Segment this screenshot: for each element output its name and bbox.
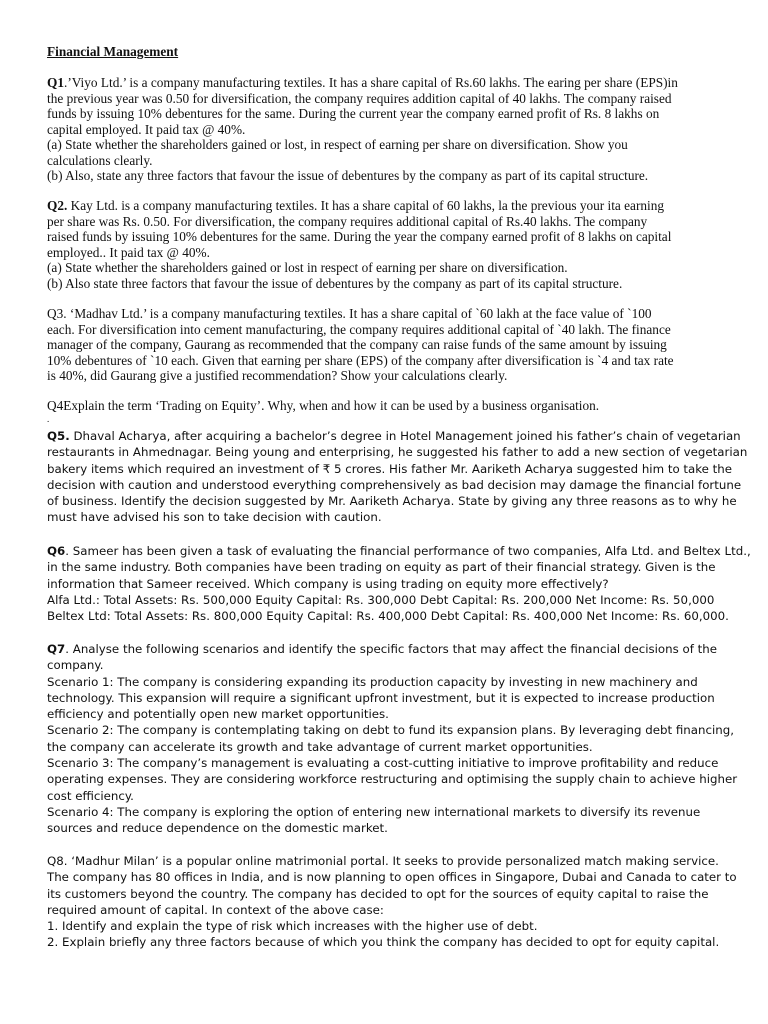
- q1-line-6: calculations clearly.: [47, 152, 153, 168]
- question-8: [47, 853, 737, 951]
- q7-line-12: sources and reduce dependence on the domestic market.: [47, 821, 388, 836]
- q7-line-3: Scenario 1: The company is considering expanding its production capacity by investing in new machinery and: [47, 674, 698, 689]
- q7-line-2: company.: [47, 658, 104, 673]
- q2-line-1-text: Kay Ltd. is a company manufacturing textiles. It has a share capital of 60 lakhs, la the previous your ita earning: [67, 198, 665, 213]
- q8-line-3: its customers beyond the country. The company has decided to opt for the sources of equity capital to raise the: [47, 886, 709, 901]
- q5-line-5: of business. Identify the decision suggested by Mr. Aariketh Acharya. State by giving any three reasons as to why he: [47, 494, 737, 509]
- q6-line-5: Beltex Ltd: Total Assets: Rs. 800,000 Equity Capital: Rs. 400,000 Debt Capital: Rs. 400,000 Net Income: Rs. 60,000.: [47, 609, 729, 624]
- q5-line-2: restaurants in Ahmednagar. Being young and enterprising, he suggested his father to add a new section of vegetarian: [47, 445, 748, 460]
- q2-line-4: employed.. It paid tax @ 40%.: [47, 244, 210, 260]
- q1-line-5: (a) State whether the shareholders gained or lost, in respect of earning per share on diversification. Show you: [47, 137, 628, 152]
- title-text: Financial Management: [47, 44, 179, 59]
- q5-line-3: bakery items which required an investment of ₹ 5 crores. His father Mr. Aariketh Acharya suggested him to take the: [47, 461, 733, 476]
- q1-line-2: the previous year was 0.50 for diversification, the company requires addition capital of 40 lakhs. The company raised: [47, 90, 672, 106]
- q8-line-5: 1. Identify and explain the type of risk which increases with the higher use of debt.: [47, 919, 538, 934]
- q5-label: Q5.: [47, 429, 70, 443]
- q5-line-4: decision with caution and understood everything comprehensively as bad decision may damage the financial fortune: [47, 477, 742, 492]
- q8-line-2: The company has 80 offices in India, and is now planning to open offices in Singapore, Dubai and Canada to cater to: [47, 870, 737, 885]
- q2-line-6: (b) Also state three factors that favour the issue of debentures by the company as part of its capital structure.: [47, 275, 623, 291]
- q5-line-1-text: Dhaval Acharya, after acquiring a bachelor’s degree in Hotel Management joined his father’s chain of vegetarian: [69, 429, 741, 443]
- q6-line-2: in the same industry. Both companies have been trading on equity as part of their financial strategy. Given is the: [47, 560, 716, 575]
- q3-line-2: each. For diversification into cement manufacturing, the company requires additional capital of `40 lakh. The finance: [47, 321, 671, 337]
- q7-label: Q7: [47, 642, 66, 656]
- q1-line-1: [47, 75, 727, 91]
- question-4: [47, 398, 727, 424]
- q6-line-3: information that Sameer received. Which company is using trading on equity more effectively?: [47, 576, 609, 591]
- q7-line-6: Scenario 2: The company is contemplating taking on debt to fund its expansion plans. By leveraging debt financing,: [47, 723, 734, 738]
- q4-line-2: .: [47, 413, 50, 424]
- q5-line-6: must have advised his son to take decision with caution.: [47, 510, 382, 525]
- q8-line-1: Q8. ‘Madhur Milan’ is a popular online matrimonial portal. It seeks to provide personalized match making service.: [47, 854, 719, 868]
- q6-line-1: [47, 543, 751, 559]
- q4-line-1: Q4Explain the term ‘Trading on Equity’. Why, when and how it can be used by a business organisation.: [47, 398, 600, 413]
- question-6: [47, 543, 751, 624]
- q3-line-3: manager of the company, Gaurang as recommended that the company can raise funds of the same amount by issuing: [47, 337, 667, 352]
- q7-line-5: efficiency and potentially open new market opportunities.: [47, 707, 389, 722]
- q1-line-1-text: .’Viyo Ltd.’ is a company manufacturing textiles. It has a share capital of Rs.60 lakhs. The earing per share (EPS)in: [64, 75, 678, 90]
- q8-line-6: 2. Explain briefly any three factors because of which you think the company has decided to opt for equity capital.: [47, 935, 720, 950]
- q3-line-5: is 40%, did Gaurang give a justified recommendation? Show your calculations clearly.: [47, 368, 508, 383]
- question-3: [47, 306, 727, 384]
- q3-line-1: Q3. ‘Madhav Ltd.’ is a company manufacturing textiles. It has a share capital of `60 lakh at the face value of `100: [47, 306, 652, 321]
- q7-line-10: cost efficiency.: [47, 788, 134, 803]
- q8-line-4: required amount of capital. In context of the above case:: [47, 902, 384, 917]
- q7-line-8: Scenario 3: The company’s management is evaluating a cost-cutting initiative to improve profitability and reduce: [47, 756, 719, 771]
- q1-line-3: funds by issuing 10% debentures for the same. During the current year the company earned profit of Rs. 8 lakhs on: [47, 106, 660, 121]
- question-1: [47, 75, 727, 184]
- q7-line-4: technology. This expansion will require a significant upfront investment, but it is expected to increase production: [47, 690, 715, 705]
- q1-line-7: (b) Also, state any three factors that favour the issue of debentures by the company as part of its capital structure.: [47, 168, 649, 183]
- q7-line-11: Scenario 4: The company is exploring the option of entering new international markets to diversify its revenue: [47, 804, 701, 819]
- q6-label: Q6: [47, 544, 66, 558]
- q2-line-5: (a) State whether the shareholders gained or lost in respect of earning per share on diversification.: [47, 260, 568, 275]
- q1-label: Q1: [47, 75, 64, 90]
- q5-line-1: [47, 428, 741, 444]
- q7-line-7: the company can accelerate its growth and take advantage of current market opportunities.: [47, 739, 593, 754]
- q7-line-1: [47, 641, 737, 657]
- question-5: [47, 428, 748, 526]
- question-7: [47, 641, 737, 837]
- q2-label: Q2.: [47, 198, 68, 213]
- q7-line-1-text: . Analyse the following scenarios and identify the specific factors that may affect the financial decisions of the: [65, 642, 717, 656]
- q1-line-4: capital employed. It paid tax @ 40%.: [47, 121, 246, 137]
- q6-line-4: Alfa Ltd.: Total Assets: Rs. 500,000 Equity Capital: Rs. 300,000 Debt Capital: Rs. 200,000 Net Income: Rs. 50,000: [47, 592, 715, 607]
- q7-line-9: operating expenses. They are considering workforce restructuring and optimising the supply chain to achieve higher: [47, 772, 738, 787]
- q2-line-1: [47, 198, 727, 214]
- q2-line-3: raised funds by issuing 10% debentures for the same. During the year the company earned profit of 8 lakhs on capital: [47, 229, 672, 244]
- q6-line-1-text: . Sameer has been given a task of evaluating the financial performance of two companies, Alfa Ltd. and Beltex Ltd.,: [65, 544, 751, 558]
- document-title: [47, 44, 727, 60]
- q3-line-4: 10% debentures of `10 each. Given that earning per share (EPS) of the company after diversification is `4 and tax rate: [47, 352, 674, 368]
- q2-line-2: per share was Rs. 0.50. For diversification, the company requires additional capital of Rs.40 lakhs. The company: [47, 213, 648, 229]
- question-2: [47, 198, 727, 291]
